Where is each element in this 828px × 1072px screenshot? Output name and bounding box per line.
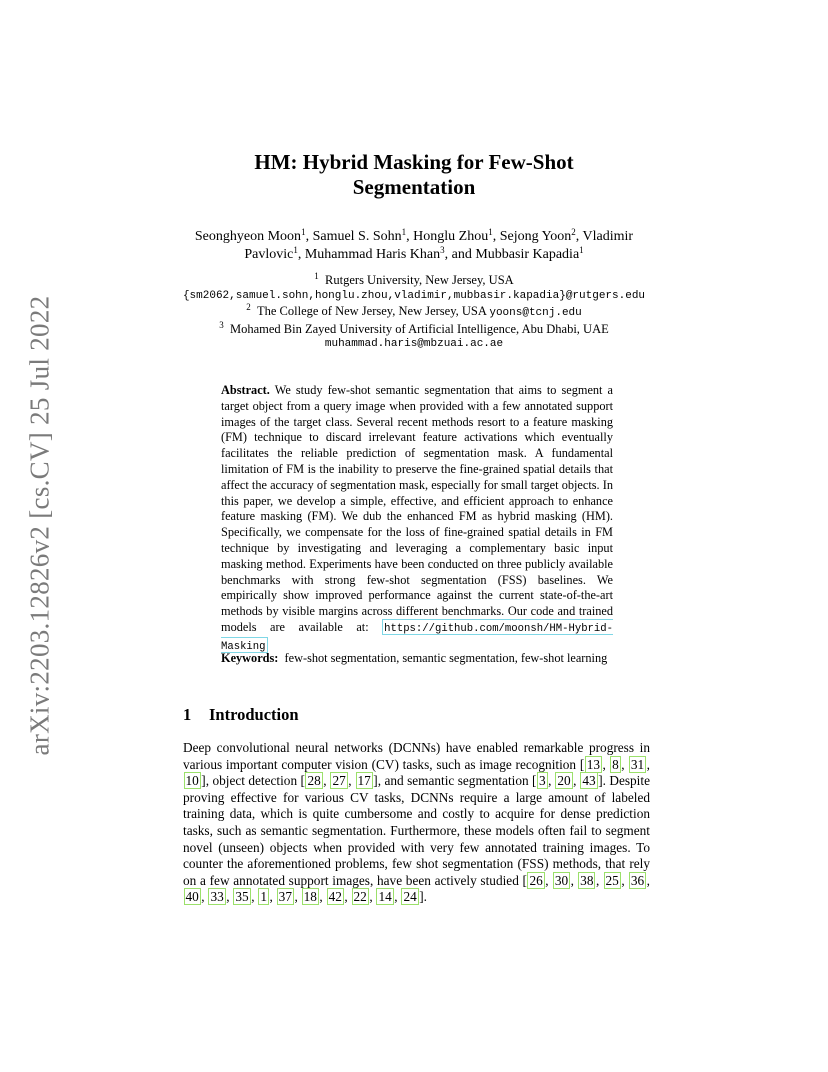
citation-link[interactable]: 8 xyxy=(612,756,619,772)
arxiv-id: arXiv:2203.12826v2 [cs.CV] 25 Jul 2022 xyxy=(24,295,55,755)
author-affiliation-mark: 1 xyxy=(401,227,407,237)
citation-link[interactable]: 33 xyxy=(210,889,224,905)
citation-link[interactable]: 40 xyxy=(185,889,199,905)
citation-link[interactable]: 37 xyxy=(278,889,292,905)
citation-link[interactable]: 35 xyxy=(235,889,249,905)
author-affiliation-mark: 1 xyxy=(488,227,493,237)
author-name: Vladimir Pavlovic xyxy=(244,229,634,262)
author-affiliation-mark: 3 xyxy=(440,245,445,255)
section-title: Introduction xyxy=(209,705,299,724)
citation-link[interactable]: 31 xyxy=(630,756,645,772)
citation-link[interactable]: 3 xyxy=(538,773,546,789)
citation-link[interactable]: 43 xyxy=(582,773,596,789)
citation-link[interactable]: 14 xyxy=(378,889,392,905)
author-affiliation-mark: 1 xyxy=(301,227,306,237)
author-list: Seonghyeon Moon$^1$, Samuel S. Sohn$^1$, Honglu Zhou$^1$, Sejong Yoon$^2$, Vladimir Pavlovic$^1$, Muhammad Haris Khan$^3$, and Mubbasir Kapadia$^1$ xyxy=(194,227,634,262)
citation-link[interactable]: 1 xyxy=(260,889,268,905)
citation-link[interactable]: 18 xyxy=(303,889,317,905)
citation-group-3: 3 , 20 , 43 xyxy=(538,773,596,789)
abstract-text: We study few-shot semantic segmentation that aims to segment a target object from a query image when provided with a few annotated support images of the target class. Several recent methods resort to a feature masking (FM) technique to discard irrelevant feature activations which eventually facilitates the reliable prediction of segmentation mask. A fundamental limitation of FM is the inability to preserve the fine-grained spatial details that affect the accuracy of segmentation mask, especially for small target objects. In this paper, we develop a simple, effective, and efficient approach to enhance feature masking (FM). We dub the enhanced FM as hybrid masking (HM). Specifically, we compensate for the loss of fine-grained spatial details in FM technique by investigating and leveraging a complementary basic input masking method. Experiments have been conducted on three publicly available benchmarks with strong few-shot segmentation (FSS) baselines. We empirically show improved performance against the current state-of-the-art methods by visible margins across different benchmarks. Our code and trained models are available at: xyxy=(221,383,613,634)
title-line-1: HM: Hybrid Masking for Few-Shot xyxy=(254,150,574,174)
citation-link[interactable]: 22 xyxy=(353,889,367,905)
affiliation-2: $^2$ The College of New Jersey, New Jersey, USA yoons@tcnj.edu xyxy=(246,302,582,319)
paper-title xyxy=(200,150,628,200)
citation-link[interactable]: 28 xyxy=(307,773,321,789)
abstract xyxy=(221,383,613,656)
author-name: Honglu Zhou xyxy=(413,229,489,244)
affiliation-1: $^1$ Rutgers University, New Jersey, USA xyxy=(314,271,514,287)
citation-link[interactable]: 30 xyxy=(554,872,569,888)
citation-group-4: 26 , 30 , 38 , 25 , 36 , 40 , 33 , 35 , 1 , 37 , 18 , 42 , 22 , 14 , 24 xyxy=(185,872,650,905)
email-3: muhammad.haris@mbzuai.ac.ae xyxy=(324,338,504,350)
email-1: {sm2062,samuel.sohn,honglu.zhou,vladimir,mubbasir.kapadia}@rutgers.edu xyxy=(182,289,646,302)
citation-link[interactable]: 17 xyxy=(357,773,371,789)
author-affiliation-mark: 2 xyxy=(571,227,576,237)
keywords-label: Keywords: xyxy=(221,651,279,665)
citation-link[interactable]: 20 xyxy=(557,773,571,789)
author-name: Sejong Yoon xyxy=(499,229,572,244)
section-heading xyxy=(183,705,299,725)
keywords-text: few-shot segmentation, semantic segmentation, few-shot learning xyxy=(284,651,608,665)
citation-group-1: 13 , 8 , 31 , 10 xyxy=(185,756,650,789)
author-name: Mubbasir Kapadia xyxy=(475,247,580,262)
author-affiliation-mark: 1 xyxy=(293,245,298,255)
citation-link[interactable]: 26 xyxy=(529,872,543,888)
affiliations xyxy=(176,273,652,353)
section-number: 1 xyxy=(183,705,192,724)
author-name: Muhammad Haris Khan xyxy=(304,247,441,262)
code-link[interactable]: https://github.com/moonsh/HM-Hybrid-Masking xyxy=(221,619,613,653)
citation-link[interactable]: 24 xyxy=(403,889,417,905)
author-name: Seonghyeon Moon xyxy=(194,229,302,244)
citation-link[interactable]: 13 xyxy=(586,756,601,772)
affiliation-3: $^3$ Mohamed Bin Zayed University of Artificial Intelligence, Abu Dhabi, UAE xyxy=(219,319,609,336)
intro-paragraph: Deep convolutional neural networks (DCNNs) have enabled remarkable progress in various important computer vision (CV) tasks, such as image recognition [ 13 , 8 , 31 , 10 ], object detection [ 28 , 27 , 17 ], and semantic segmentation [ 3 , 20 , 43 ]. Despite proving effective for various CV tasks, DCNNs require a large amount of labeled training data, which is quite cumbersome and costly to acquire for dense prediction tasks, such as semantic segmentation. Furthermore, these models often fail to segment novel (unseen) objects when provided with very few annotated training images. To counter the aforementioned problems, few shot segmentation (FSS) methods, that rely on a few annotated support images, have been actively studied [ 26 , 30 , 38 , 25 , 36 , 40 , 33 , 35 , 1 , 37 , 18 , 42 , 22 , 14 , 24 ]. xyxy=(183,740,650,905)
author-name: Samuel S. Sohn xyxy=(312,229,402,244)
arxiv-stamp xyxy=(18,290,62,760)
citation-link[interactable]: 25 xyxy=(605,872,619,888)
citation-group-2: 28 , 27 , 17 xyxy=(307,773,371,789)
title-line-2: Segmentation xyxy=(352,175,476,199)
keywords xyxy=(221,651,613,667)
citation-link[interactable]: 38 xyxy=(580,872,594,888)
citation-link[interactable]: 27 xyxy=(332,773,346,789)
email-2: yoons@tcnj.edu xyxy=(489,307,582,319)
author-affiliation-mark: 1 xyxy=(579,245,584,255)
citation-link[interactable]: 10 xyxy=(185,773,199,789)
citation-link[interactable]: 42 xyxy=(328,889,342,905)
citation-link[interactable]: 36 xyxy=(630,872,645,888)
abstract-label: Abstract. xyxy=(221,383,270,397)
